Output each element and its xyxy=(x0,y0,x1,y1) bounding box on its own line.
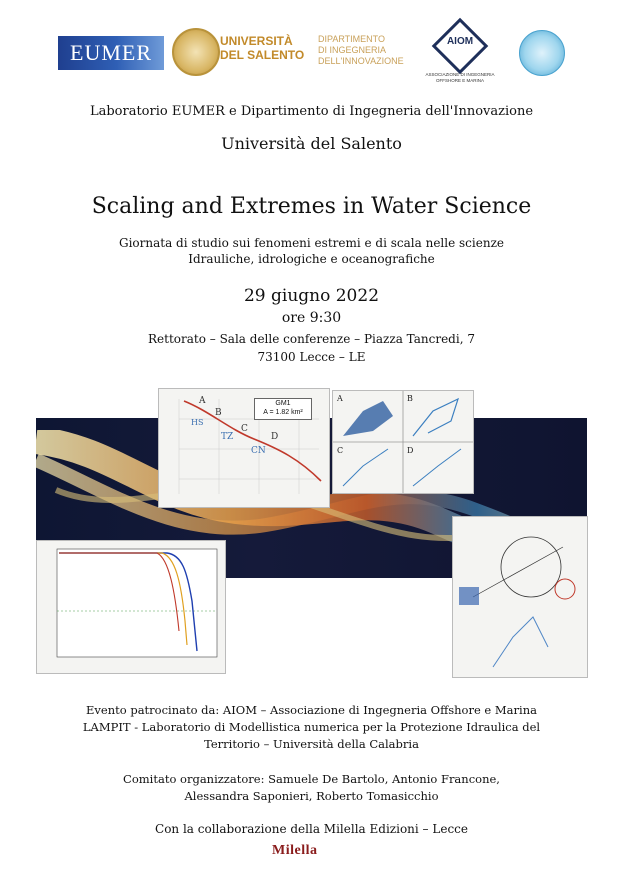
curve-label-hs: HS xyxy=(191,418,204,427)
aiom-subtitle: ASSOCIAZIONE DI INGEGNERIA OFFSHORE E MARINA xyxy=(425,72,495,83)
event-title: Scaling and Extremes in Water Science xyxy=(91,194,532,219)
dept-line2: DI INGEGNERIA xyxy=(318,45,387,55)
lab-line: Laboratorio EUMER e Dipartimento di Ingegneria dell'Innovazione xyxy=(89,104,534,119)
gm1-label: GM1 xyxy=(275,400,291,407)
gm1-area: A = 1.82 km² xyxy=(263,409,303,416)
network-maps-panel xyxy=(332,390,474,494)
milella-logo: Milella xyxy=(272,843,318,858)
partner-circle-logo-icon xyxy=(519,30,565,76)
event-time: ore 9:30 xyxy=(281,310,342,326)
curve-label-cn: CN xyxy=(251,446,266,456)
event-subtitle-line1: Giornata di studio sui fenomeni estremi e di scala nelle scienze xyxy=(119,236,504,250)
curve-label-c: C xyxy=(241,424,248,434)
probability-plot-panel xyxy=(36,540,226,674)
university-logo-text xyxy=(220,34,304,62)
event-place-line1: Rettorato – Sala delle conferenze – Piazza Tancredi, 7 xyxy=(148,332,475,346)
panel-label-b: B xyxy=(407,394,413,403)
diagram-panel xyxy=(452,516,588,678)
event-date: 29 giugno 2022 xyxy=(243,286,380,306)
network-maps xyxy=(333,391,473,493)
curve-label-tz: TZ xyxy=(221,432,234,442)
department-logo-text xyxy=(318,34,404,67)
university-seal-icon xyxy=(172,28,220,76)
aiom-logo-text: AIOM xyxy=(446,36,474,47)
university-heading: Università del Salento xyxy=(221,134,402,153)
patronage-line3: Territorio – Università della Calabria xyxy=(204,737,419,751)
curve-label-a: A xyxy=(199,396,206,406)
dept-line3: DELL'INNOVAZIONE xyxy=(318,56,404,66)
eumer-logo xyxy=(58,36,164,70)
probability-plot xyxy=(37,541,225,673)
curve-label-b: B xyxy=(215,408,222,418)
panel-label-c: C xyxy=(337,446,344,455)
dept-line1: DIPARTIMENTO xyxy=(318,34,386,44)
event-place-line2: 73100 Lecce – LE xyxy=(257,350,366,364)
university-name-line2: DEL SALENTO xyxy=(220,48,305,62)
eumer-logo-text: EUMER xyxy=(70,40,152,65)
curve-label-d: D xyxy=(271,432,279,442)
committee-line2: Alessandra Saponieri, Roberto Tomasicchio xyxy=(184,789,439,803)
panel-label-a: A xyxy=(337,394,343,403)
committee-line1: Comitato organizzatore: Samuele De Bartolo, Antonio Francone, xyxy=(123,772,500,786)
collaboration-line: Con la collaborazione della Milella Edizioni – Lecce xyxy=(155,822,468,836)
event-subtitle-line2: Idrauliche, idrologiche e oceanografiche xyxy=(188,252,435,266)
university-name-line1: UNIVERSITÀ xyxy=(220,34,293,48)
panel-label-d: D xyxy=(407,446,414,455)
patronage-line2: LAMPIT - Laboratorio di Modellistica numerica per la Protezione Idraulica del xyxy=(82,720,541,734)
geometry-diagram xyxy=(453,517,587,677)
gm1-legend-box xyxy=(254,398,312,420)
patronage-line1: Evento patrocinato da: AIOM – Associazione di Ingegneria Offshore e Marina xyxy=(86,703,537,717)
